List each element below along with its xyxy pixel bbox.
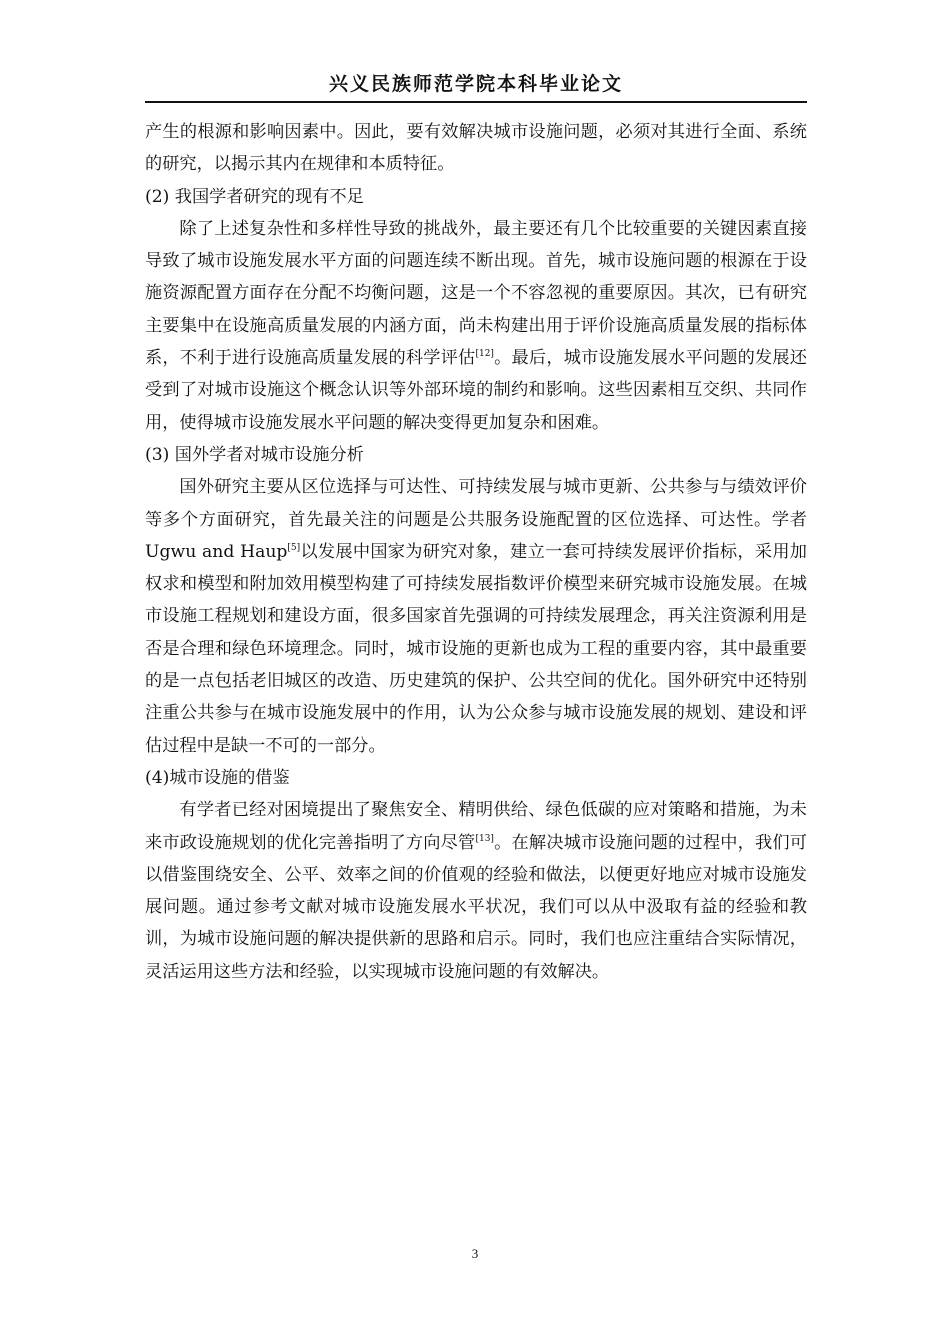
page-header [145,70,807,103]
paragraph-text: 国外研究主要从区位选择与可达性、可持续发展与城市更新、公共参与与绩效评价等多个方面研究，首先最关注的问题是公共服务设施配置的区位选择、可达性。学者 Ugwu and Haup [145,477,807,562]
citation-ref: [13] [475,833,494,844]
page-number [0,1246,950,1262]
page-number-text: 3 [471,1246,479,1261]
paragraph-domestic-shortcomings [145,213,807,439]
page-body [145,116,807,988]
heading-text: (3) 国外学者对城市设施分析 [145,444,364,465]
paragraph-continued [145,116,807,181]
paragraph-reference-lessons [145,794,807,988]
section-heading-4 [145,762,807,794]
citation-ref: [5] [287,542,301,553]
paragraph-foreign-analysis [145,471,807,762]
heading-text: (2) 我国学者研究的现有不足 [145,186,364,207]
paragraph-text: 以发展中国家为研究对象，建立一套可持续发展评价指标，采用加权求和模型和附加效用模型构建了可持续发展指数评价模型来研究城市设施发展。在城市设施工程规划和建设方面，很多国家首先强调的可持续发展理念，再关注资源利用是否是合理和绿色环境理念。同时，城市设施的更新也成为工程的重要内容，其中最重要的是一点包括老旧城区的改造、历史建筑的保护、公共空间的优化。国外研究中还特别注重公共参与在城市设施发展中的作用，认为公众参与城市设施发展的规划、建设和评估过程中是缺一不可的一部分。 [145,541,807,756]
section-heading-3 [145,439,807,471]
paragraph-text: 有学者已经对困境提出了聚焦安全、精明供给、绿色低碳的应对策略和措施，为未来市政设施规划的优化完善指明了方向尽管 [145,800,807,853]
citation-ref: [12] [475,349,494,360]
heading-text: (4)城市设施的借鉴 [145,767,290,788]
paragraph-text: 除了上述复杂性和多样性导致的挑战外，最主要还有几个比较重要的关键因素直接导致了城市设施发展水平方面的问题连续不断出现。首先，城市设施问题的根源在于设施资源配置方面存在分配不均衡问题，这是一个不容忽视的重要原因。其次，已有研究主要集中在设施高质量发展的内涵方面，尚未构建出用于评价设施高质量发展的指标体系，不利于进行设施高质量发展的科学评估 [145,218,807,369]
header-title: 兴义民族师范学院本科毕业论文 [328,73,623,95]
paragraph-text: 产生的根源和影响因素中。因此，要有效解决城市设施问题，必须对其进行全面、系统的研究，以揭示其内在规律和本质特征。 [145,122,807,175]
paragraph-text: 。在解决城市设施问题的过程中，我们可以借鉴围绕安全、公平、效率之间的价值观的经验和做法，以便更好地应对城市设施发展问题。通过参考文献对城市设施发展水平状况，我们可以从中汲取有益的经验和教训，为城市设施问题的解决提供新的思路和启示。同时，我们也应注重结合实际情况，灵活运用这些方法和经验，以实现城市设施问题的有效解决。 [145,832,807,982]
paragraph-text: 。最后，城市设施发展水平问题的发展还受到了对城市设施这个概念认识等外部环境的制约和影响。这些因素相互交织、共同作用，使得城市设施发展水平问题的解决变得更加复杂和困难。 [145,348,807,433]
section-heading-2 [145,181,807,213]
